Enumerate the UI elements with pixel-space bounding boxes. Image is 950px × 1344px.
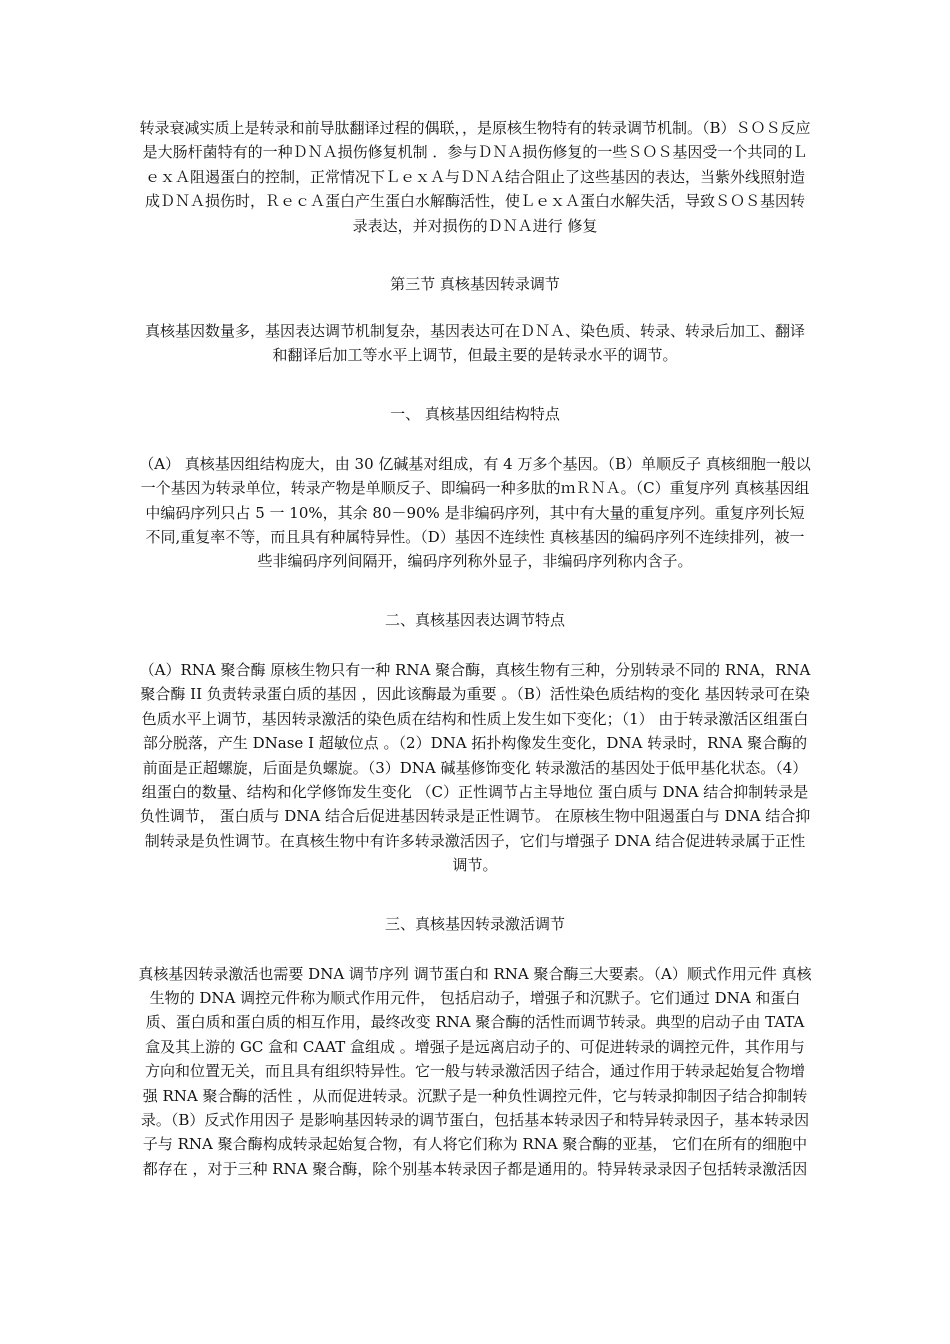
section-intro-paragraph: 真核基因数量多，基因表达调节机制复杂，基因表达可在ＤＮＡ、染色质、转录、转录后加工、翻译和翻译后加工等水平上调节，但最主要的是转录水平的调节。 bbox=[144, 322, 805, 365]
heading-genome-structure: 一、 真核基因组结构特点 bbox=[390, 404, 560, 423]
intro-paragraph: 转录衰减实质上是转录和前导肽翻译过程的偶联，，是原核生物特有的转录调节机制。（B）ＳＯＳ反应 是大肠杆菌特有的一种ＤＮＡ损伤修复机制 ．参与ＤＮＡ损伤修复的一些ＳＯＳ基因受一个共同的ＬｅｘＡ阻遏蛋白的控制，正常情况下ＬｅｘＡ与ＤＮＡ结合阻止了这些基因的表达，当紫外线照射造成ＤＮＡ损伤时，ＲｅｃＡ蛋白产生蛋白水解酶活性，使ＬｅｘＡ蛋白水解失活，导致ＳＯＳ基因转录表达，并对损伤的ＤＮＡ进行 修复 bbox=[139, 119, 811, 235]
paragraph-transcription-activation: 真核基因转录激活也需要 DNA 调节序列 调节蛋白和 RNA 聚合酶三大要素。（A）顺式作用元件 真核生物的 DNA 调控元件称为顺式作用元件， 包括启动子，增强子和沉默子。它们通过 DNA 和蛋白质、蛋白质和蛋白质的相互作用，最终改变 RNA 聚合酶的活性而调节转录。典型的启动子由 TATA 盒及其上游的 GC 盒和 CAAT 盒组成 。增强子是远离启动子的、可促进转录的调控元件，其作用与方向和位置无关，而且具有组织特异性。它一般与转录激活因子结合，通过作用于转录起始复合物增强 RNA 聚合酶的活性 ，从而促进转录。沉默子是一种负性调控元件，它与转录抑制因子结合抑制转录。（B）反式作用因子 是影响基因转录的调节蛋白，包括基本转录因子和特异转录因子，基本转录因子与 RNA 聚合酶构成转录起始复合物，有人将它们称为 RNA 聚合酶的亚基， 它们在所有的细胞中都存在 ，对于三种 RNA 聚合酶，除个别基本转录因子都是通用的。特异转录录因子包括转录激活因 bbox=[138, 964, 812, 1178]
heading-expression-regulation: 二、真核基因表达调节特点 bbox=[384, 610, 565, 629]
paragraph-expression-regulation: （A）RNA 聚合酶 原核生物只有一种 RNA 聚合酶，真核生物有三种，分别转录不同的 RNA，RNA 聚合酶 II 负责转录蛋白质的基因 ，因此该酶最为重要 。（B）活性染色质结构的变化 基因转录可在染色质水平上调节，基因转录激活的染色质在结构和性质上发生如下变化；（1） 由于转录激活区组蛋白部分脱落，产生 DNase I 超敏位点 。（2）DNA 拓扑构像发生变化，DNA 转录时，RNA 聚合酶的前面是正超螺旋，后面是负螺旋。（3）DNA 碱基修饰变化 转录激活的基因处于低甲基化状态。（4）组蛋白的数量、结构和化学修饰发生变化 （C）正性调节占主导地位 蛋白质与 DNA 结合抑制转录是负性调节， 蛋白质与 DNA 结合后促进基因转录是正性调节。 在原核生物中阻遏蛋白与 DNA 结合抑制转录是负性调节。在真核生物中有许多转录激活因子，它们与增强子 DNA 结合促进转录属于正性调节。 bbox=[139, 660, 811, 875]
section-title: 第三节 真核基因转录调节 bbox=[390, 275, 560, 294]
document-page bbox=[138, 116, 812, 1181]
paragraph-genome-structure: （A） 真核基因组结构庞大，由 30 亿碱基对组成，有 4 万多个基因。（B）单顺反子 真核细胞一般以一个基因为转录单位，转录产物是单顺反子、即编码一种多肽的ｍＲＮＡ。（C）重复序列 真核基因组中编码序列只占 5 一 10%，其余 80－90% 是非编码序列，其中有大量的重复序列。重复序列长短不同,重复率不等，而且具有种属特异性。（D）基因不连续性 真核基因的编码序列不连续排列，被一些非编码序列间隔开，编码序列称外显子，非编码序列称内含子。 bbox=[139, 454, 811, 571]
heading-transcription-activation: 三、真核基因转录激活调节 bbox=[384, 914, 565, 933]
